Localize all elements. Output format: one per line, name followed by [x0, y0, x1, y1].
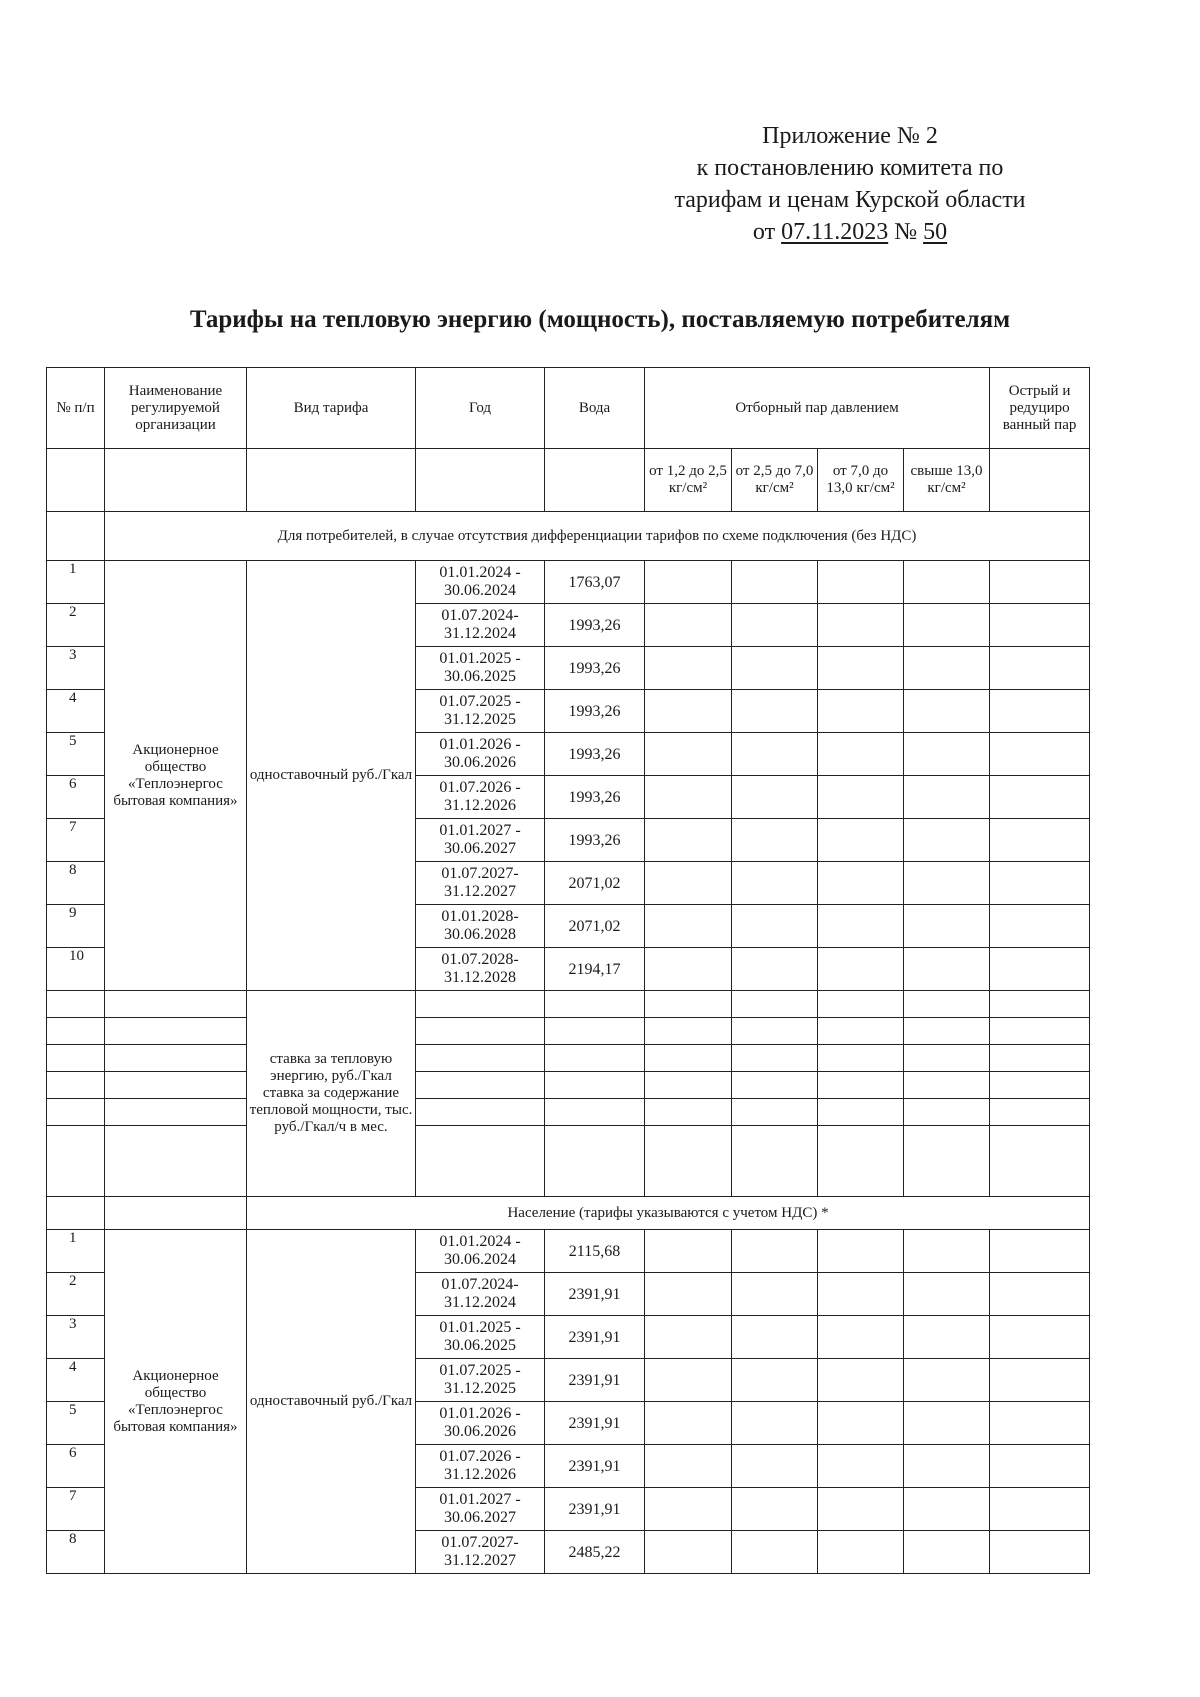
empty-cell: [105, 1126, 247, 1197]
period: 01.07.2027- 31.12.2027: [416, 1531, 545, 1574]
empty-cell: [904, 905, 990, 948]
empty-cell: [645, 1316, 732, 1359]
empty-cell: [47, 1126, 105, 1197]
empty-cell: [818, 991, 904, 1018]
empty-cell: [416, 449, 545, 512]
empty-cell: [904, 1402, 990, 1445]
empty-cell: [990, 819, 1090, 862]
appendix-block: [600, 120, 1100, 248]
empty-cell: [818, 1359, 904, 1402]
period: 01.07.2027- 31.12.2027: [416, 862, 545, 905]
empty-cell: [645, 604, 732, 647]
period: 01.07.2026 - 31.12.2026: [416, 1445, 545, 1488]
empty-cell: [416, 1126, 545, 1197]
row-number: 1: [47, 1230, 105, 1273]
empty-cell: [818, 862, 904, 905]
row-number: 10: [47, 948, 105, 991]
row-number: 3: [47, 1316, 105, 1359]
empty-cell: [818, 948, 904, 991]
empty-cell: [645, 1359, 732, 1402]
empty-cell: [990, 1018, 1090, 1045]
subheader-row: [47, 449, 1090, 512]
empty-cell: [416, 1018, 545, 1045]
empty-cell: [416, 1072, 545, 1099]
empty-cell: [732, 733, 818, 776]
empty-cell: [818, 1045, 904, 1072]
empty-cell: [904, 862, 990, 905]
row-number: 4: [47, 690, 105, 733]
period: 01.01.2026 - 30.06.2026: [416, 733, 545, 776]
empty-cell: [990, 991, 1090, 1018]
empty-cell: [904, 1018, 990, 1045]
empty-cell: [818, 1316, 904, 1359]
row-number: 9: [47, 905, 105, 948]
period: 01.01.2026 - 30.06.2026: [416, 1402, 545, 1445]
empty-cell: [818, 1531, 904, 1574]
empty-cell: [732, 1099, 818, 1126]
header-steam: Отборный пар давлением: [645, 368, 990, 449]
water-value: 2391,91: [545, 1273, 645, 1316]
empty-cell: [990, 1316, 1090, 1359]
empty-cell: [990, 561, 1090, 604]
table-row: [47, 1099, 1090, 1126]
period: 01.07.2025 - 31.12.2025: [416, 690, 545, 733]
empty-cell: [990, 1531, 1090, 1574]
empty-cell: [904, 1126, 990, 1197]
table-row: [47, 1045, 1090, 1072]
empty-cell: [904, 1316, 990, 1359]
water-value: 2391,91: [545, 1445, 645, 1488]
empty-cell: [105, 1018, 247, 1045]
water-value: 1993,26: [545, 776, 645, 819]
org-name: Акционерное общество «Теплоэнергос бытовая компания»: [105, 1230, 247, 1574]
appendix-line-1: Приложение № 2: [762, 123, 938, 149]
water-value: 1763,07: [545, 561, 645, 604]
empty-cell: [990, 1230, 1090, 1273]
empty-cell: [904, 991, 990, 1018]
period: 01.01.2025 - 30.06.2025: [416, 647, 545, 690]
empty-cell: [818, 1445, 904, 1488]
empty-cell: [818, 1126, 904, 1197]
empty-cell: [904, 1072, 990, 1099]
empty-cell: [105, 1099, 247, 1126]
empty-cell: [732, 1531, 818, 1574]
empty-cell: [990, 1359, 1090, 1402]
empty-cell: [990, 604, 1090, 647]
empty-cell: [645, 690, 732, 733]
appendix-line-3: тарифам и ценам Курской области: [674, 187, 1026, 213]
tariff-kind: одноставочный руб./Гкал: [247, 561, 416, 991]
header-water: Вода: [545, 368, 645, 449]
empty-cell: [545, 1099, 645, 1126]
empty-cell: [818, 561, 904, 604]
table-row: [47, 1126, 1090, 1197]
water-value: 2071,02: [545, 905, 645, 948]
appendix-number-label: №: [888, 219, 924, 245]
empty-cell: [990, 905, 1090, 948]
table-row: [47, 991, 1090, 1018]
empty-cell: [645, 905, 732, 948]
empty-cell: [818, 1072, 904, 1099]
header-pressure-p3: от 7,0 до 13,0 кг/см²: [818, 449, 904, 512]
empty-cell: [732, 561, 818, 604]
empty-cell: [904, 1230, 990, 1273]
empty-cell: [645, 1230, 732, 1273]
section-row: [47, 1197, 1090, 1230]
empty-cell: [990, 733, 1090, 776]
table-row: [47, 561, 1090, 604]
period: 01.07.2025 - 31.12.2025: [416, 1359, 545, 1402]
empty-cell: [47, 1099, 105, 1126]
row-number: 4: [47, 1359, 105, 1402]
period: 01.07.2026 - 31.12.2026: [416, 776, 545, 819]
empty-cell: [818, 776, 904, 819]
empty-cell: [990, 1045, 1090, 1072]
empty-cell: [732, 819, 818, 862]
empty-cell: [47, 512, 105, 561]
empty-cell: [904, 1099, 990, 1126]
period: 01.07.2024- 31.12.2024: [416, 604, 545, 647]
header-year: Год: [416, 368, 545, 449]
empty-cell: [545, 1126, 645, 1197]
water-value: 1993,26: [545, 604, 645, 647]
empty-cell: [732, 948, 818, 991]
water-value: 1993,26: [545, 733, 645, 776]
empty-cell: [818, 1488, 904, 1531]
water-value: 2391,91: [545, 1488, 645, 1531]
empty-cell: [47, 1072, 105, 1099]
empty-cell: [818, 733, 904, 776]
water-value: 2391,91: [545, 1359, 645, 1402]
empty-cell: [105, 1045, 247, 1072]
empty-cell: [732, 1230, 818, 1273]
period: 01.01.2027 - 30.06.2027: [416, 819, 545, 862]
empty-cell: [545, 449, 645, 512]
header-org: Наименование регулируемой организации: [105, 368, 247, 449]
empty-cell: [545, 1072, 645, 1099]
empty-cell: [545, 991, 645, 1018]
empty-cell: [47, 991, 105, 1018]
empty-cell: [732, 991, 818, 1018]
empty-cell: [732, 1402, 818, 1445]
empty-cell: [818, 1273, 904, 1316]
empty-cell: [732, 1126, 818, 1197]
empty-cell: [904, 1045, 990, 1072]
empty-cell: [645, 1488, 732, 1531]
empty-cell: [904, 1488, 990, 1531]
empty-cell: [732, 1316, 818, 1359]
appendix-line-2: к постановлению комитета по: [696, 155, 1004, 181]
period: 01.01.2028- 30.06.2028: [416, 905, 545, 948]
empty-cell: [645, 561, 732, 604]
table-row: [47, 1018, 1090, 1045]
empty-cell: [645, 991, 732, 1018]
header-num: № п/п: [47, 368, 105, 449]
empty-cell: [645, 1273, 732, 1316]
water-value: 1993,26: [545, 647, 645, 690]
empty-cell: [904, 819, 990, 862]
empty-cell: [990, 1402, 1090, 1445]
header-sharp-steam: Острый и редуциро ванный пар: [990, 368, 1090, 449]
empty-cell: [818, 1018, 904, 1045]
empty-cell: [818, 1402, 904, 1445]
appendix-number: 50: [923, 219, 948, 245]
period: 01.07.2024- 31.12.2024: [416, 1273, 545, 1316]
empty-cell: [904, 1359, 990, 1402]
empty-cell: [47, 1018, 105, 1045]
row-number: 8: [47, 1531, 105, 1574]
water-value: 2391,91: [545, 1402, 645, 1445]
row-number: 6: [47, 776, 105, 819]
empty-cell: [645, 1531, 732, 1574]
empty-cell: [904, 1531, 990, 1574]
empty-cell: [247, 449, 416, 512]
empty-cell: [645, 647, 732, 690]
empty-cell: [904, 1445, 990, 1488]
empty-cell: [105, 449, 247, 512]
empty-cell: [645, 862, 732, 905]
section-title: Население (тарифы указываются с учетом НДС) *: [247, 1197, 1090, 1230]
empty-cell: [904, 1273, 990, 1316]
empty-cell: [645, 1099, 732, 1126]
empty-cell: [732, 1072, 818, 1099]
empty-cell: [990, 1445, 1090, 1488]
empty-cell: [904, 948, 990, 991]
tariff-kind: одноставочный руб./Гкал: [247, 1230, 416, 1574]
row-number: 3: [47, 647, 105, 690]
empty-cell: [904, 733, 990, 776]
tariff-table: [46, 367, 1090, 1574]
empty-cell: [990, 1273, 1090, 1316]
empty-cell: [47, 1045, 105, 1072]
empty-cell: [990, 647, 1090, 690]
empty-cell: [818, 1099, 904, 1126]
empty-cell: [818, 647, 904, 690]
empty-cell: [732, 905, 818, 948]
empty-cell: [645, 1045, 732, 1072]
table-row: [47, 1072, 1090, 1099]
empty-cell: [732, 604, 818, 647]
empty-cell: [990, 1072, 1090, 1099]
empty-cell: [645, 1126, 732, 1197]
empty-cell: [904, 690, 990, 733]
row-number: 6: [47, 1445, 105, 1488]
empty-cell: [645, 1072, 732, 1099]
empty-cell: [645, 948, 732, 991]
empty-cell: [732, 1445, 818, 1488]
empty-cell: [990, 1488, 1090, 1531]
period: 01.01.2024 - 30.06.2024: [416, 1230, 545, 1273]
section-title: Для потребителей, в случае отсутствия дифференциации тарифов по схеме подключения (без НДС): [105, 512, 1090, 561]
empty-cell: [47, 449, 105, 512]
empty-cell: [732, 1488, 818, 1531]
empty-cell: [105, 1197, 247, 1230]
header-pressure-p2: от 2,5 до 7,0 кг/см²: [732, 449, 818, 512]
org-name: Акционерное общество «Теплоэнергос бытовая компания»: [105, 561, 247, 991]
water-value: 2485,22: [545, 1531, 645, 1574]
header-pressure-p1: от 1,2 до 2,5 кг/см²: [645, 449, 732, 512]
period: 01.01.2027 - 30.06.2027: [416, 1488, 545, 1531]
empty-cell: [990, 1099, 1090, 1126]
empty-cell: [732, 862, 818, 905]
empty-cell: [732, 776, 818, 819]
empty-cell: [990, 776, 1090, 819]
empty-cell: [545, 1045, 645, 1072]
water-value: 1993,26: [545, 819, 645, 862]
empty-cell: [990, 690, 1090, 733]
water-value: 2115,68: [545, 1230, 645, 1273]
header-tariff-type: Вид тарифа: [247, 368, 416, 449]
row-number: 7: [47, 819, 105, 862]
period: 01.01.2024 - 30.06.2024: [416, 561, 545, 604]
water-value: 2071,02: [545, 862, 645, 905]
empty-cell: [416, 1099, 545, 1126]
empty-cell: [645, 1445, 732, 1488]
empty-cell: [732, 1018, 818, 1045]
row-number: 7: [47, 1488, 105, 1531]
empty-cell: [904, 647, 990, 690]
empty-cell: [818, 1230, 904, 1273]
water-value: 2391,91: [545, 1316, 645, 1359]
empty-cell: [818, 819, 904, 862]
appendix-date-prefix: от: [752, 219, 782, 245]
empty-cell: [904, 604, 990, 647]
empty-cell: [416, 991, 545, 1018]
document-title: Тарифы на тепловую энергию (мощность), поставляемую потребителям: [189, 306, 1011, 333]
empty-cell: [904, 561, 990, 604]
water-value: 1993,26: [545, 690, 645, 733]
empty-cell: [732, 647, 818, 690]
empty-cell: [545, 1018, 645, 1045]
empty-cell: [904, 776, 990, 819]
table-row: [47, 1230, 1090, 1273]
appendix-date: 07.11.2023: [781, 219, 889, 245]
empty-cell: [990, 948, 1090, 991]
empty-cell: [818, 905, 904, 948]
row-number: 2: [47, 1273, 105, 1316]
empty-cell: [47, 1197, 105, 1230]
empty-cell: [732, 1045, 818, 1072]
two-rate-tariff: ставка за тепловую энергию, руб./Гкал ставка за содержание тепловой мощности, тыс. руб./Гкал/ч в мес.: [247, 991, 416, 1197]
empty-cell: [818, 604, 904, 647]
empty-cell: [732, 690, 818, 733]
empty-cell: [645, 819, 732, 862]
empty-cell: [990, 1126, 1090, 1197]
empty-cell: [645, 1018, 732, 1045]
empty-cell: [990, 449, 1090, 512]
empty-cell: [105, 991, 247, 1018]
empty-cell: [732, 1359, 818, 1402]
row-number: 5: [47, 733, 105, 776]
appendix-line-4: [600, 216, 1100, 248]
section-row: [47, 512, 1090, 561]
empty-cell: [105, 1072, 247, 1099]
empty-cell: [645, 776, 732, 819]
row-number: 2: [47, 604, 105, 647]
empty-cell: [645, 733, 732, 776]
row-number: 8: [47, 862, 105, 905]
empty-cell: [990, 862, 1090, 905]
empty-cell: [818, 690, 904, 733]
empty-cell: [645, 1402, 732, 1445]
row-number: 5: [47, 1402, 105, 1445]
period: 01.07.2028- 31.12.2028: [416, 948, 545, 991]
header-pressure-p4: свыше 13,0 кг/см²: [904, 449, 990, 512]
empty-cell: [732, 1273, 818, 1316]
header-row: [47, 368, 1090, 449]
row-number: 1: [47, 561, 105, 604]
water-value: 2194,17: [545, 948, 645, 991]
period: 01.01.2025 - 30.06.2025: [416, 1316, 545, 1359]
empty-cell: [416, 1045, 545, 1072]
